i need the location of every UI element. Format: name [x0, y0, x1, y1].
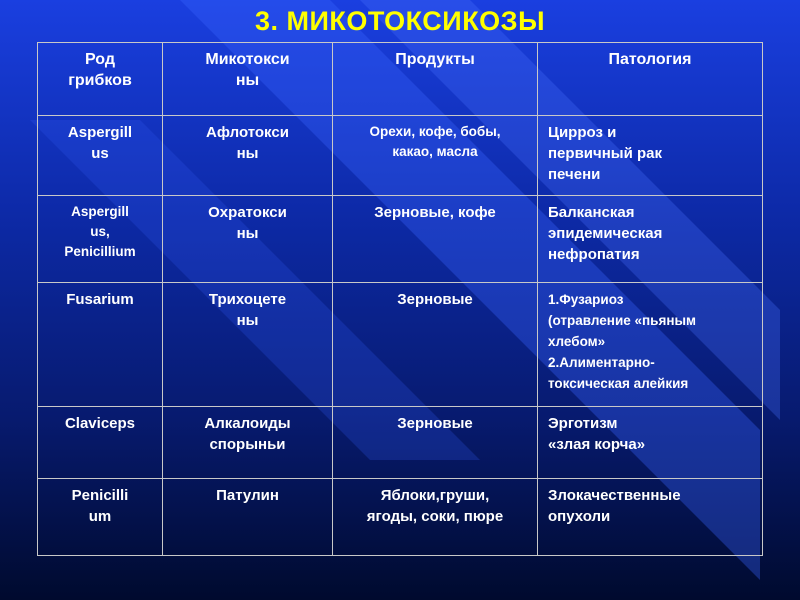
genus-cell — [38, 283, 163, 406]
pathology-text: печени — [548, 165, 601, 183]
header-genus-line2: грибков — [68, 72, 132, 89]
products-text: Зерновые — [397, 291, 473, 309]
toxin-cell — [163, 479, 333, 556]
pathology-cell — [538, 196, 763, 283]
pathology-cell — [538, 406, 763, 479]
genus-cell — [38, 479, 163, 556]
pathology-text: Цирроз и — [548, 123, 617, 141]
products-text: Орехи, кофе, бобы, — [369, 123, 501, 139]
table-row — [38, 283, 763, 406]
products-text: Зерновые, кофе — [374, 204, 496, 222]
pathology-text: первичный рак — [548, 144, 662, 162]
products-text: ягоды, соки, пюре — [366, 508, 504, 526]
products-cell — [333, 406, 538, 479]
pathology-text: 1.Фузариоз — [548, 292, 624, 308]
toxin-text: Трихоцете — [208, 291, 287, 309]
slide-title: 3. МИКОТОКСИКОЗЫ — [254, 6, 546, 36]
toxin-text: ны — [236, 225, 259, 243]
pathology-cell — [538, 283, 763, 406]
products-cell — [333, 196, 538, 283]
header-pathology-line1: Патология — [608, 51, 692, 68]
genus-text: Fusarium — [66, 291, 134, 309]
pathology-text: Эрготизм — [548, 414, 618, 432]
genus-cell — [38, 406, 163, 479]
pathology-text: (отравление «пьяным — [548, 313, 697, 329]
genus-cell — [38, 196, 163, 283]
products-cell — [333, 283, 538, 406]
genus-cell — [38, 115, 163, 196]
header-products — [333, 43, 538, 116]
pathology-text: токсическая алейкия — [548, 376, 689, 392]
header-products-line1: Продукты — [395, 51, 475, 68]
genus-text: Penicillium — [64, 244, 136, 260]
toxin-text: ны — [236, 312, 259, 330]
genus-text: us — [91, 144, 109, 162]
table-row — [38, 115, 763, 196]
table-header-row — [38, 43, 763, 116]
pathology-cell — [538, 115, 763, 196]
products-text: какао, масла — [392, 143, 478, 159]
pathology-text: нефропатия — [548, 246, 640, 264]
table-row — [38, 196, 763, 283]
pathology-text: Балканская — [548, 204, 635, 222]
genus-text: um — [88, 508, 112, 526]
header-genus — [38, 43, 163, 116]
genus-text: us, — [90, 224, 110, 240]
pathology-text: хлебом» — [548, 334, 606, 350]
toxin-text: Охратокси — [208, 204, 287, 222]
genus-text: Aspergill — [71, 204, 129, 220]
toxin-text: Алкалоиды — [204, 414, 291, 432]
header-mycotoxins-line2: ны — [235, 72, 260, 89]
genus-text: Penicilli — [71, 487, 129, 505]
toxin-text: Патулин — [216, 487, 279, 505]
toxin-cell — [163, 283, 333, 406]
products-cell — [333, 115, 538, 196]
genus-text: Aspergill — [67, 123, 133, 141]
toxin-cell — [163, 196, 333, 283]
pathology-text: опухоли — [548, 508, 611, 526]
header-mycotoxins — [163, 43, 333, 116]
products-text: Яблоки,груши, — [380, 487, 490, 505]
header-pathology — [538, 43, 763, 116]
pathology-text: 2.Алиментарно- — [548, 355, 655, 371]
products-cell — [333, 479, 538, 556]
products-text: Зерновые — [397, 414, 473, 432]
header-mycotoxins-line1: Микотокси — [205, 51, 290, 68]
toxin-cell — [163, 115, 333, 196]
header-genus-line1: Род — [85, 51, 115, 68]
toxin-cell — [163, 406, 333, 479]
mycotoxicosis-table — [37, 42, 763, 556]
toxin-text: Афлотокси — [206, 123, 289, 141]
pathology-text: Злокачественные — [548, 487, 681, 505]
pathology-cell — [538, 479, 763, 556]
pathology-text: «злая корча» — [548, 435, 646, 453]
table-row — [38, 479, 763, 556]
table-row — [38, 406, 763, 479]
toxin-text: спорыньи — [209, 435, 286, 453]
pathology-text: эпидемическая — [548, 225, 663, 243]
toxin-text: ны — [236, 144, 259, 162]
genus-text: Claviceps — [64, 414, 136, 432]
